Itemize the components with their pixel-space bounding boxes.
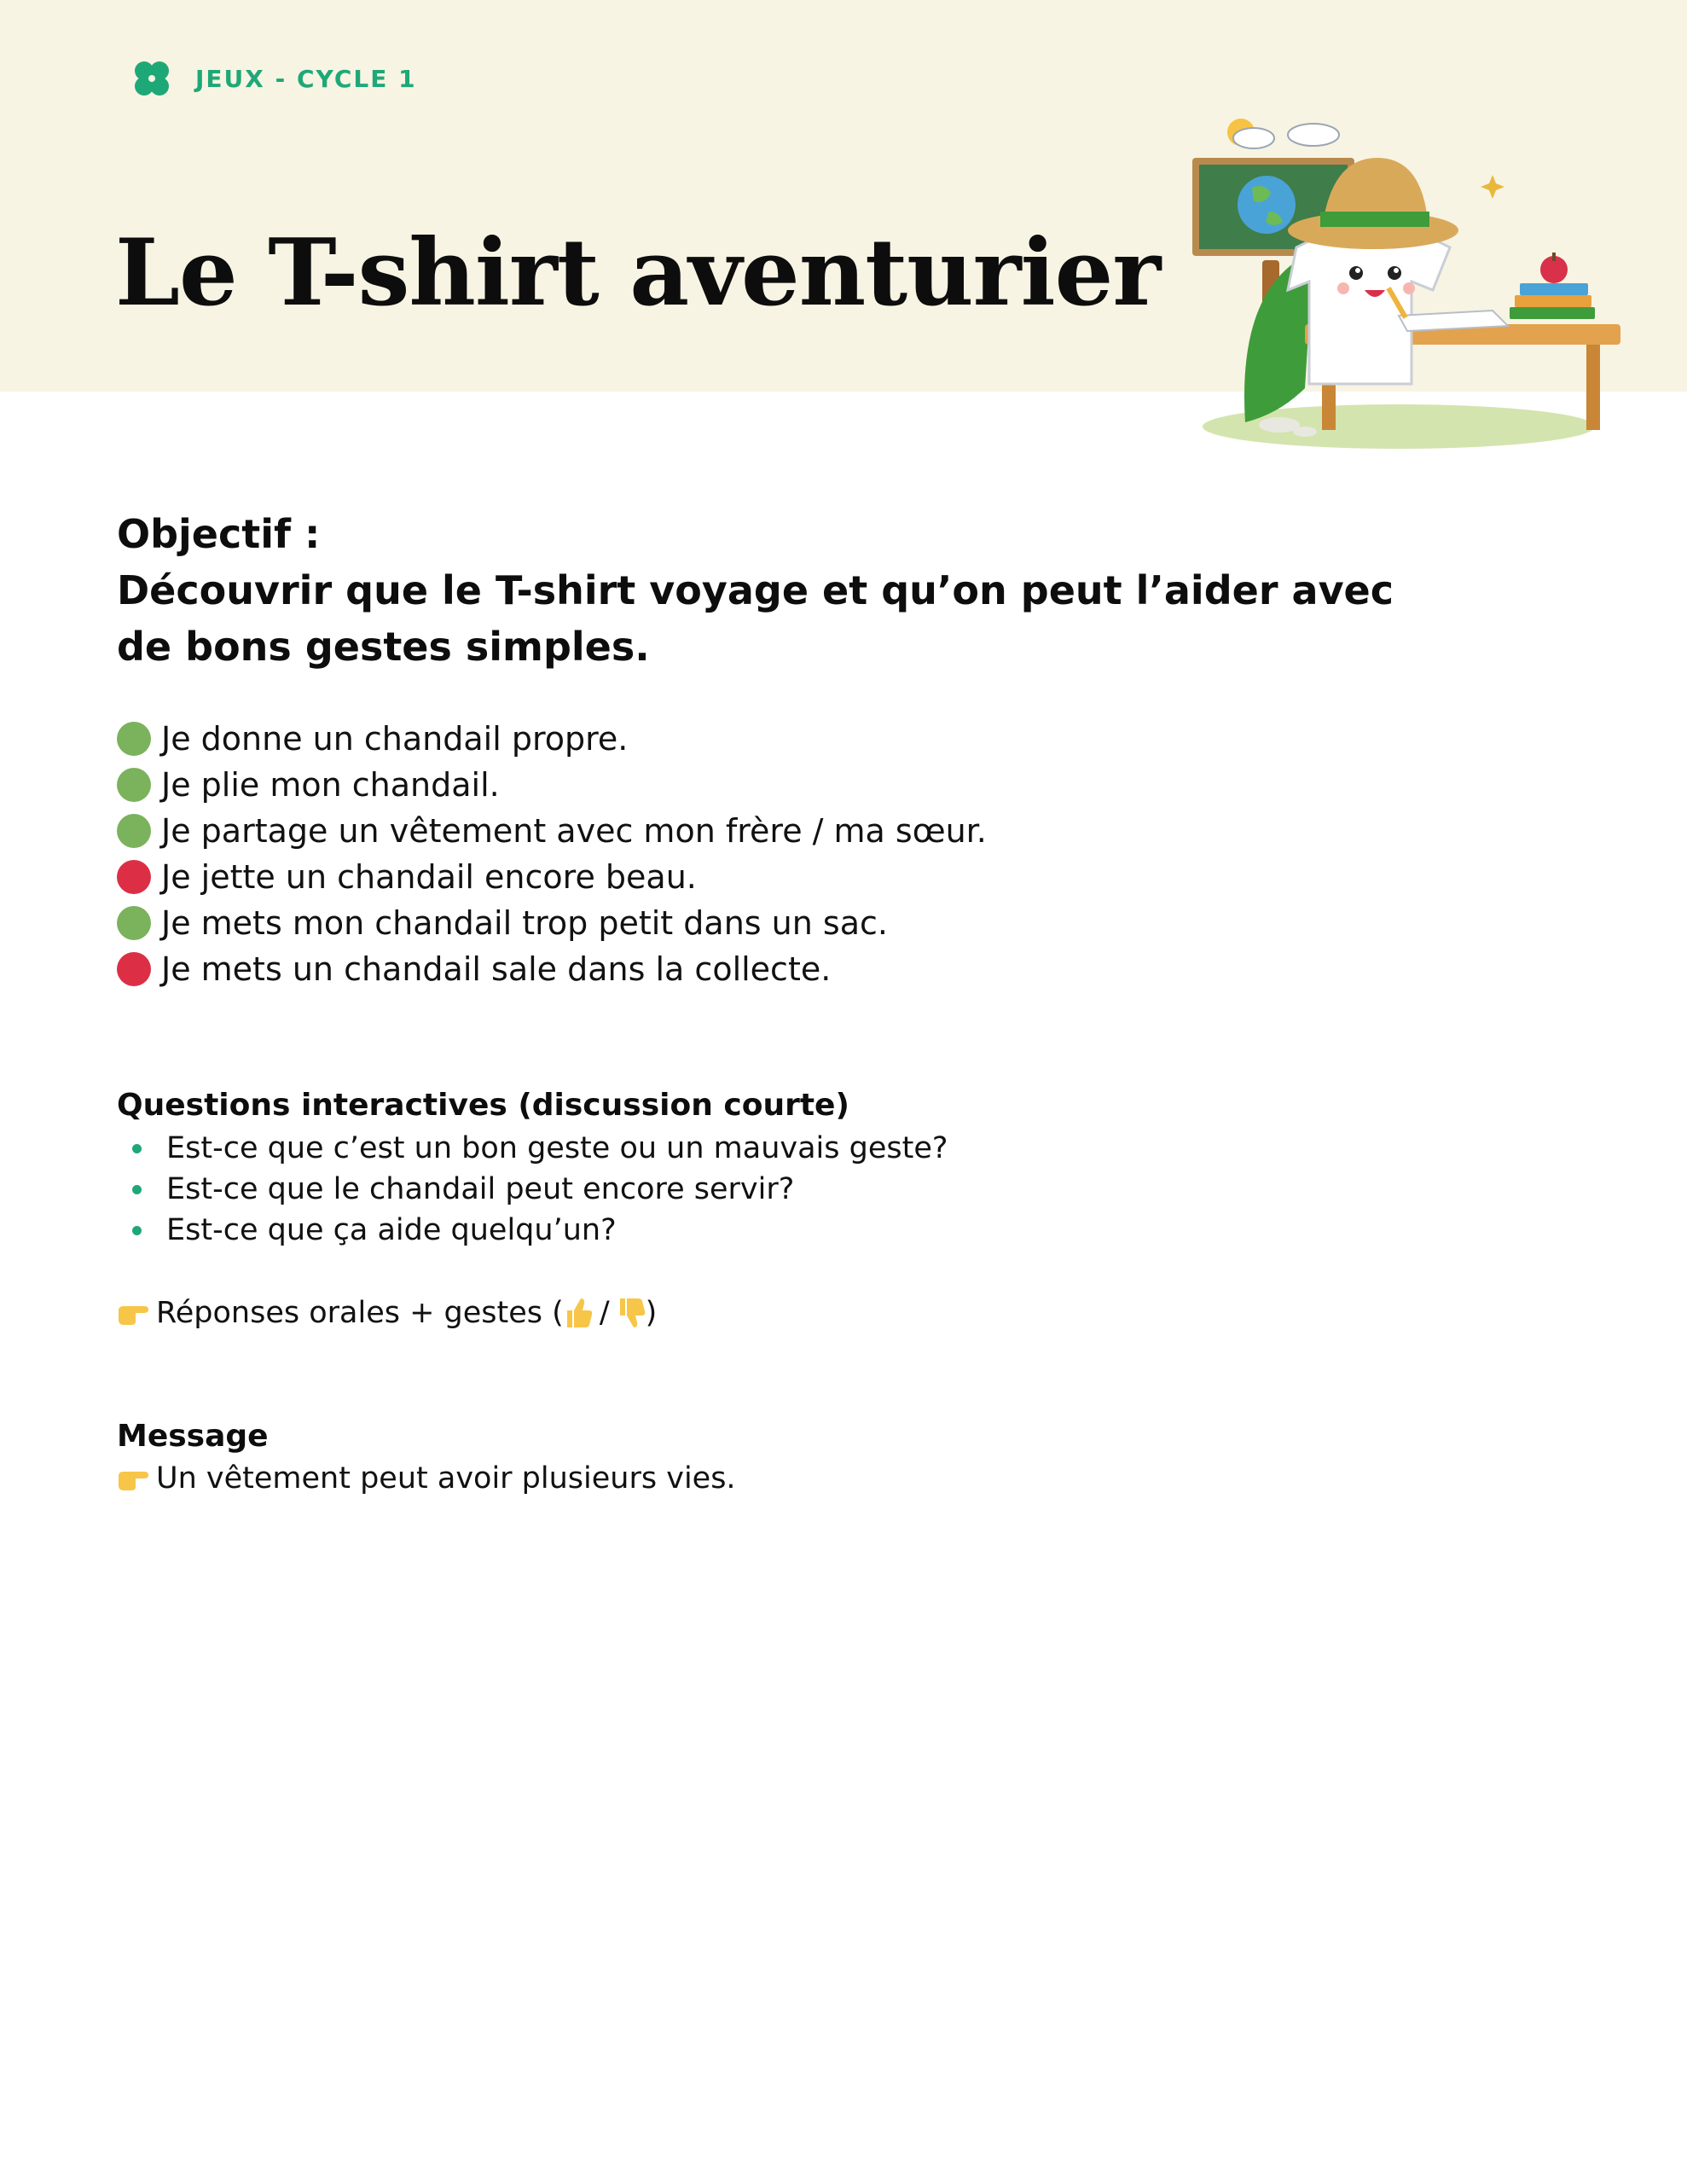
gesture-text: Je mets un chandail sale dans la collecte.: [161, 950, 832, 988]
questions-heading: Questions interactives (discussion courte): [117, 1088, 849, 1123]
questions-list: [132, 1128, 948, 1251]
pointing-hand-icon: [117, 1466, 151, 1491]
pointing-hand-icon: [117, 1300, 151, 1326]
list-item: [117, 808, 987, 854]
green-circle-icon: [117, 906, 151, 940]
list-item: [117, 854, 987, 900]
answers-close: ): [645, 1296, 658, 1330]
gesture-text: Je plie mon chandail.: [161, 766, 500, 804]
objective-line-2: de bons gestes simples.: [117, 624, 650, 670]
green-circle-icon: [117, 722, 151, 756]
thumbs-up-icon: [564, 1297, 593, 1329]
green-circle-icon: [117, 814, 151, 848]
gesture-text: Je partage un vêtement avec mon frère / ma sœur.: [161, 812, 987, 850]
objective-line-1: Découvrir que le T-shirt voyage et qu’on peut l’aider avec: [117, 567, 1394, 613]
list-item: [132, 1128, 948, 1169]
green-circle-icon: [117, 768, 151, 802]
question-text: Est-ce que c’est un bon geste ou un mauvais geste?: [166, 1131, 948, 1165]
tshirt-mascot-illustration: [1186, 102, 1629, 461]
list-item: [117, 716, 987, 762]
gesture-text: Je jette un chandail encore beau.: [161, 858, 697, 896]
red-circle-icon: [117, 860, 151, 894]
list-item: [132, 1210, 948, 1251]
gesture-list: [117, 716, 987, 992]
answers-separator: /: [599, 1296, 610, 1330]
list-item: [117, 946, 987, 992]
category-label: JEUX - CYCLE 1: [195, 64, 417, 93]
answers-text: Réponses orales + gestes (: [156, 1296, 564, 1330]
category-badge: [130, 56, 417, 101]
page-title: Le T-shirt aventurier: [115, 219, 1161, 327]
thumbs-down-icon: [617, 1297, 646, 1329]
list-item: [117, 762, 987, 808]
gesture-text: Je mets mon chandail trop petit dans un sac.: [161, 904, 888, 942]
list-item: [132, 1169, 948, 1210]
answers-line: [117, 1292, 657, 1334]
bullet-icon: [132, 1226, 142, 1235]
question-text: Est-ce que le chandail peut encore servir?: [166, 1172, 795, 1206]
message-text: Un vêtement peut avoir plusieurs vies.: [156, 1461, 736, 1496]
question-text: Est-ce que ça aide quelqu’un?: [166, 1213, 617, 1247]
clover-icon: [130, 57, 173, 100]
objective-block: [117, 506, 1396, 675]
red-circle-icon: [117, 952, 151, 986]
list-item: [117, 900, 987, 946]
gesture-text: Je donne un chandail propre.: [161, 720, 629, 758]
objective-label: Objectif :: [117, 511, 321, 557]
bullet-icon: [132, 1185, 142, 1194]
message-line: [117, 1457, 736, 1500]
message-heading: Message: [117, 1419, 269, 1454]
bullet-icon: [132, 1144, 142, 1153]
